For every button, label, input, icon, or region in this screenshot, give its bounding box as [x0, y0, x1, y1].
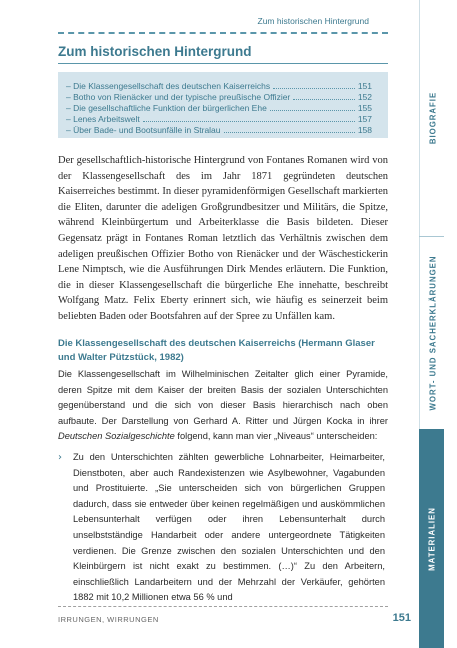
toc-box	[58, 72, 388, 138]
material-text-after: folgend, kann man vier „Niveaus“ unterscheiden:	[174, 431, 378, 442]
toc-item-title: – Botho von Rienäcker und der typische preußische Offizier	[66, 92, 291, 102]
toc-item[interactable]	[66, 80, 372, 91]
toc-leader	[273, 88, 355, 89]
toc-leader	[293, 99, 355, 100]
toc-item-title: – Lenes Arbeitswelt	[66, 114, 140, 124]
tab-biografie-label: BIOGRAFIE	[428, 91, 437, 145]
material-text-before: Die Klassengesellschaft im Wilhelminischen Zeitalter glich einer Pyramide, deren Spitze mit dem Kaiser der breiten Basis der sozialen Unterschichten gegenüberstand und die sich von dieser Basis hierarchisch nach oben aufbaute. Der Darstellung von Gerhard A. Ritter und Jürgen Kocka in ihrer	[58, 369, 388, 426]
toc-item[interactable]	[66, 102, 372, 113]
intro-paragraph: Der gesellschaftlich-historische Hintergrund von Fontanes Romanen wird von der Klassengesellschaft des im Jahr 1871 gegründeten deutschen Kaiserreiches bestimmt. In dieser pyramidenförmigen Gesellschaft markierten die Eliten, darunter die adeligen Großgrundbesitzer und Militärs, die Spitze, während Kleinbürgertum und Arbeiterklasse die Basis bildeten. Dieser Gegensatz prägt in Fontanes Roman letztlich das Verhältnis zwischen dem adeligen preußischen Offizier Botho von Rienäcker und der Wäschestickerin Lene Nimptsch, wie die Ausführungen Dirk Mendes erläutern. Die Funktion, die in dieser Klassengesellschaft die bürgerliche Ehe innehatte, beschreibt Wolfgang Matz. Felix Eberty erinnert sich, wie häufig es seinerzeit beim beliebten Baden oder Bootsfahren auf der Spree zu Unfällen kam.	[58, 155, 388, 322]
running-header: Zum historischen Hintergrund	[257, 16, 369, 26]
toc-leader	[143, 121, 355, 122]
toc-item-page: 158	[357, 125, 372, 135]
toc-item[interactable]	[66, 91, 372, 102]
tab-materialien-label: MATERIALIEN	[427, 506, 436, 571]
toc-item-title: – Die gesellschaftliche Funktion der bürgerlichen Ehe	[66, 103, 267, 113]
tab-materialien[interactable]	[419, 429, 444, 648]
bullet-arrow-icon: ›	[58, 452, 62, 463]
footer-book-title: IRRUNGEN, WIRRUNGEN	[58, 615, 159, 624]
toc-leader	[224, 132, 355, 133]
toc-item-page: 155	[357, 103, 372, 113]
tab-wort-label: WORT- UND SACHERKLÄRUNGEN	[428, 255, 437, 411]
title-rule	[58, 63, 388, 64]
toc-item-title: – Die Klassengesellschaft des deutschen Kaiserreichs	[66, 81, 271, 91]
material-paragraph	[58, 367, 388, 445]
toc-item[interactable]	[66, 113, 372, 124]
book-title-italic: Deutschen Sozialgeschichte	[58, 431, 175, 442]
material-heading: Die Klassengesellschaft des deutschen Kaiserreichs (Hermann Glaser und Walter Pützstück, 1982)	[58, 338, 375, 363]
bullet-text: Zu den Unterschichten zählten gewerbliche Lohnarbeiter, Heimarbeiter, Dienstboten, aber auch Randexistenzen wie Asylbewohner, Vagabunden und Prostituierte. „Sie unterscheiden sich von bürgerlichen Gruppen dadurch, dass sie entweder über keinen regelmäßigen und auskömmlichen Lebensunterhalt verfügen oder ihren Lebensunterhalt durch unselbstständige Handarbeit oder andere untergeordnete Tätigkeiten verdienen. Die Grenze zwischen den sozialen Unterschichten und den Kleinbürgern ist nicht exakt zu bestimmen. (…)“ Zu den Arbeitern, einschließlich Landarbeitern und der Mehrzahl der Verkäufer, gehörten 1882 mit 10,2 Millionen etwa 56 % und	[73, 452, 385, 603]
footer-divider	[58, 606, 388, 607]
tab-wort-und-sacherklaerungen[interactable]	[419, 237, 445, 429]
toc-item-page: 152	[357, 92, 372, 102]
toc-item-title: – Über Bade- und Bootsunfälle in Stralau	[66, 125, 221, 135]
toc-item-page: 151	[357, 81, 372, 91]
header-divider	[58, 32, 388, 34]
toc-item[interactable]	[66, 124, 372, 135]
section-title: Zum historischen Hintergrund	[58, 44, 252, 59]
tab-biografie[interactable]	[419, 0, 445, 236]
toc-item-page: 157	[357, 114, 372, 124]
toc-leader	[270, 110, 355, 111]
page-number: 151	[392, 612, 411, 624]
